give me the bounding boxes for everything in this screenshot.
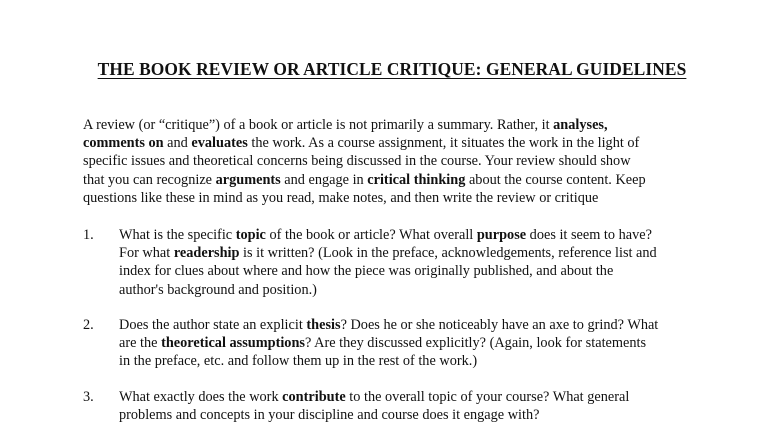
document-title: THE BOOK REVIEW OR ARTICLE CRITIQUE: GENERAL GUIDELINES [97, 59, 687, 79]
text-run: questions like these in mind as you read, make notes, and then write the review or critique [83, 190, 599, 206]
text-run: For what [119, 245, 174, 261]
list-item-line [119, 352, 477, 370]
list-item-line [119, 334, 646, 352]
emphasis-text: arguments [215, 172, 281, 188]
list-item-line [119, 388, 629, 406]
list-item-line [119, 316, 658, 334]
text-run: and engage in [280, 172, 368, 188]
text-run: What is the specific [119, 227, 236, 243]
list-item-line [119, 406, 539, 424]
list-item-line [119, 244, 657, 262]
intro-paragraph-line [83, 171, 646, 189]
text-run: about the course content. Keep [465, 172, 646, 188]
text-run: author's background and position.) [119, 282, 317, 298]
intro-paragraph-line [83, 116, 608, 134]
text-run: is it written? (Look in the preface, acknowledgements, reference list and [239, 245, 657, 261]
text-run: does it seem to have? [526, 227, 652, 243]
emphasis-text: critical thinking [367, 172, 466, 188]
text-run: are the [119, 335, 162, 351]
text-run: A review (or “critique”) of a book or article is not primarily a summary. Rather, it [83, 117, 554, 133]
text-run: problems and concepts in your discipline and course does it engage with? [119, 407, 540, 423]
text-run: to the overall topic of your course? What general [345, 389, 630, 405]
emphasis-text: theoretical assumptions [161, 335, 305, 351]
list-item-line [119, 281, 317, 299]
text-run: ? Are they discussed explicitly? (Again, look for statements [304, 335, 647, 351]
emphasis-text: comments on [83, 135, 164, 151]
emphasis-text: topic [235, 227, 266, 243]
text-run: Does the author state an explicit [119, 317, 307, 333]
emphasis-text: purpose [476, 227, 527, 243]
text-run: in the preface, etc. and follow them up in the rest of the work.) [119, 353, 478, 369]
text-run: that you can recognize [83, 172, 216, 188]
emphasis-text: evaluates [191, 135, 248, 151]
list-item-number: 1. [83, 227, 94, 243]
list-item-line [119, 262, 613, 280]
emphasis-text: analyses, [553, 117, 608, 133]
text-run: specific issues and theoretical concerns being discussed in the course. Your review should show [83, 153, 631, 169]
emphasis-text: contribute [282, 389, 346, 405]
text-run: index for clues about where and how the piece was originally published, and about the [119, 263, 614, 279]
intro-paragraph-line [83, 189, 598, 207]
text-run: What exactly does the work [119, 389, 283, 405]
text-run: and [163, 135, 192, 151]
list-item-line [119, 226, 652, 244]
intro-paragraph-line [83, 152, 631, 170]
list-item-number: 3. [83, 389, 94, 405]
emphasis-text: thesis [306, 317, 341, 333]
emphasis-text: readership [173, 245, 240, 261]
intro-paragraph-line [83, 134, 639, 152]
text-run: of the book or article? What overall [265, 227, 477, 243]
text-run: ? Does he or she noticeably have an axe to grind? What [340, 317, 659, 333]
text-run: the work. As a course assignment, it situates the work in the light of [247, 135, 640, 151]
list-item-number: 2. [83, 317, 94, 333]
